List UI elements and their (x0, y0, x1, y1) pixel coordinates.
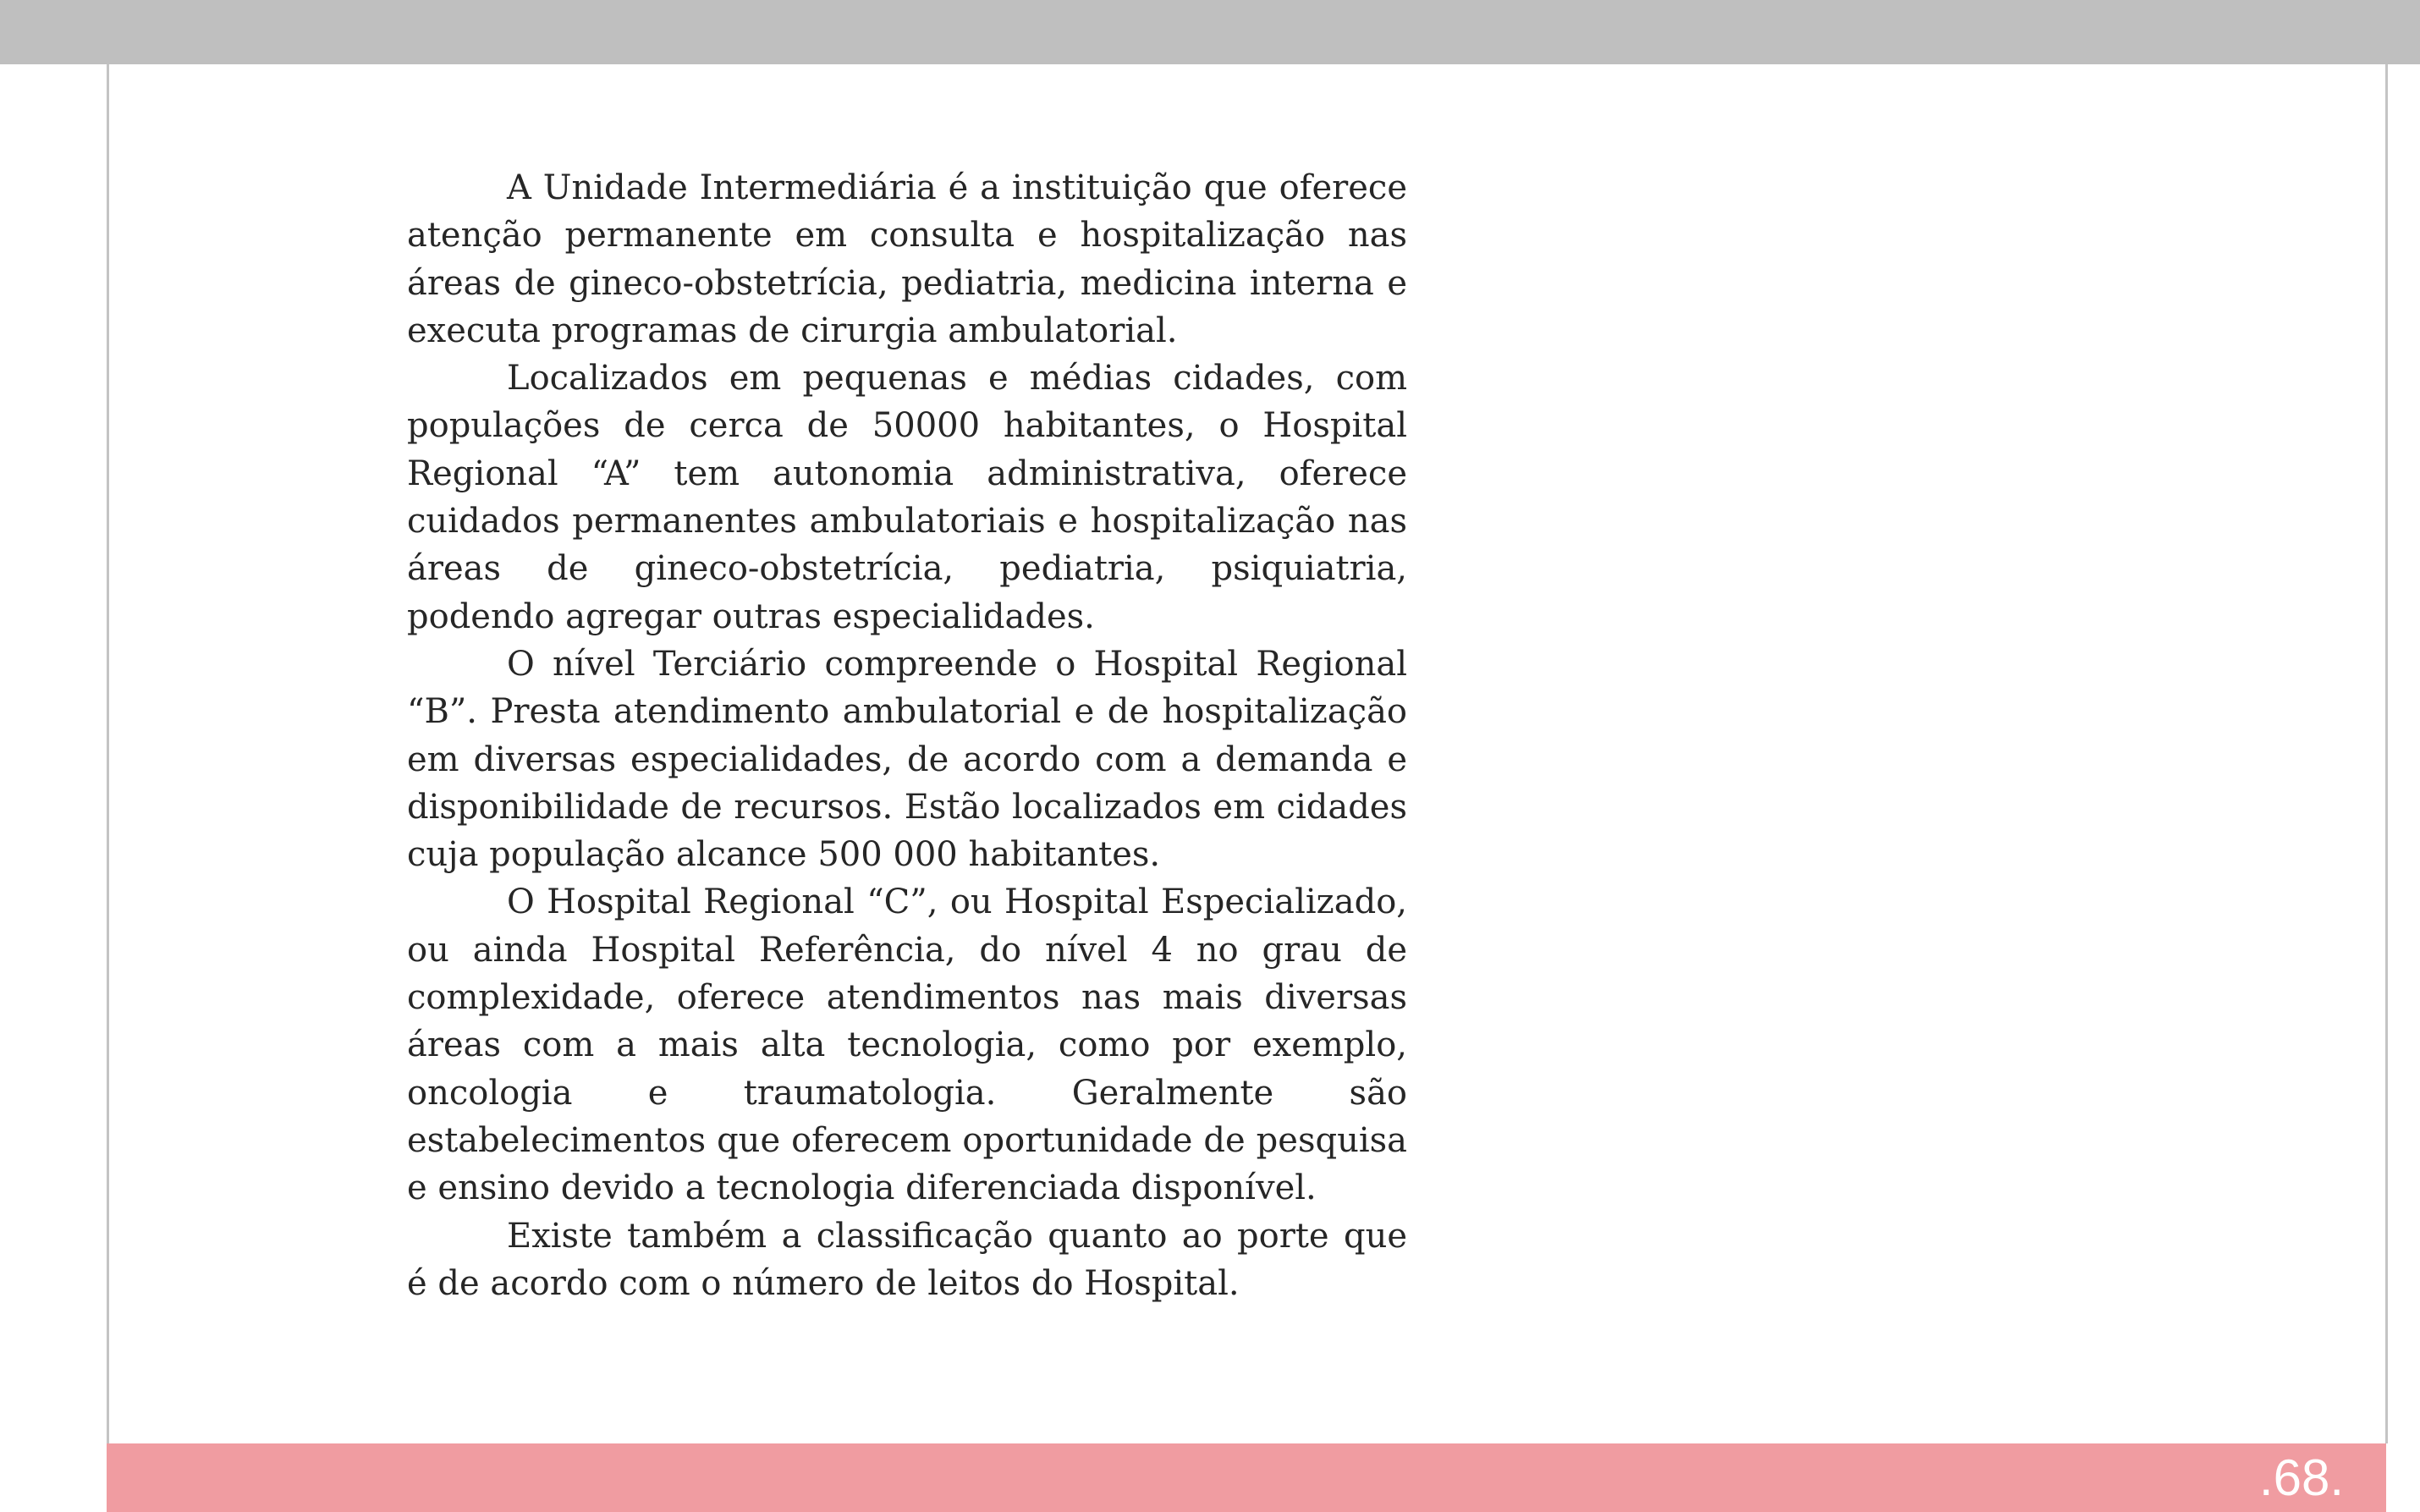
paragraph-3: O nível Terciário compreende o Hospital Regional “B”. Presta atendimento ambulatorial e de hospitalização em diversas especialidades, de acordo com a demanda e disponibilidade de recursos. Estão localizados em cidades cuja população alcance 500 000 habitantes. (407, 644, 1407, 875)
paragraph-4: O Hospital Regional “C”, ou Hospital Especializado, ou ainda Hospital Referência, do nível 4 no grau de complexidade, oferece atendimentos nas mais diversas áreas com a mais alta tecnologia, como por exemplo, oncologia e traumatologia. Geralmente são estabelecimentos que oferecem oportunidade de pesquisa e ensino devido a tecnologia diferenciada disponível. (407, 882, 1407, 1208)
paragraph-1: A Unidade Intermediária é a instituição que oferece atenção permanente em consulta e hospitalização nas áreas de gineco-obstetrícia, pediatria, medicina interna e executa programas de cirurgia ambulatorial. (407, 168, 1407, 350)
top-bar (0, 0, 2420, 64)
right-margin-rule (2385, 64, 2388, 1443)
body-text (407, 164, 1407, 1307)
paragraph-2: Localizados em pequenas e médias cidades, com populações de cerca de 50000 habitantes, o Hospital Regional “A” tem autonomia administrativa, oferece cuidados permanentes ambulatoriais e hospitalização nas áreas de gineco-obstetrícia, pediatria, psiquiatria, podendo agregar outras especialidades. (407, 359, 1407, 636)
footer-bar (107, 1443, 2386, 1512)
paragraph-5: Existe também a classificação quanto ao porte que é de acordo com o número de leitos do Hospital. (407, 1216, 1407, 1303)
page-number: .68. (2258, 1449, 2344, 1506)
left-margin-rule (107, 64, 109, 1443)
